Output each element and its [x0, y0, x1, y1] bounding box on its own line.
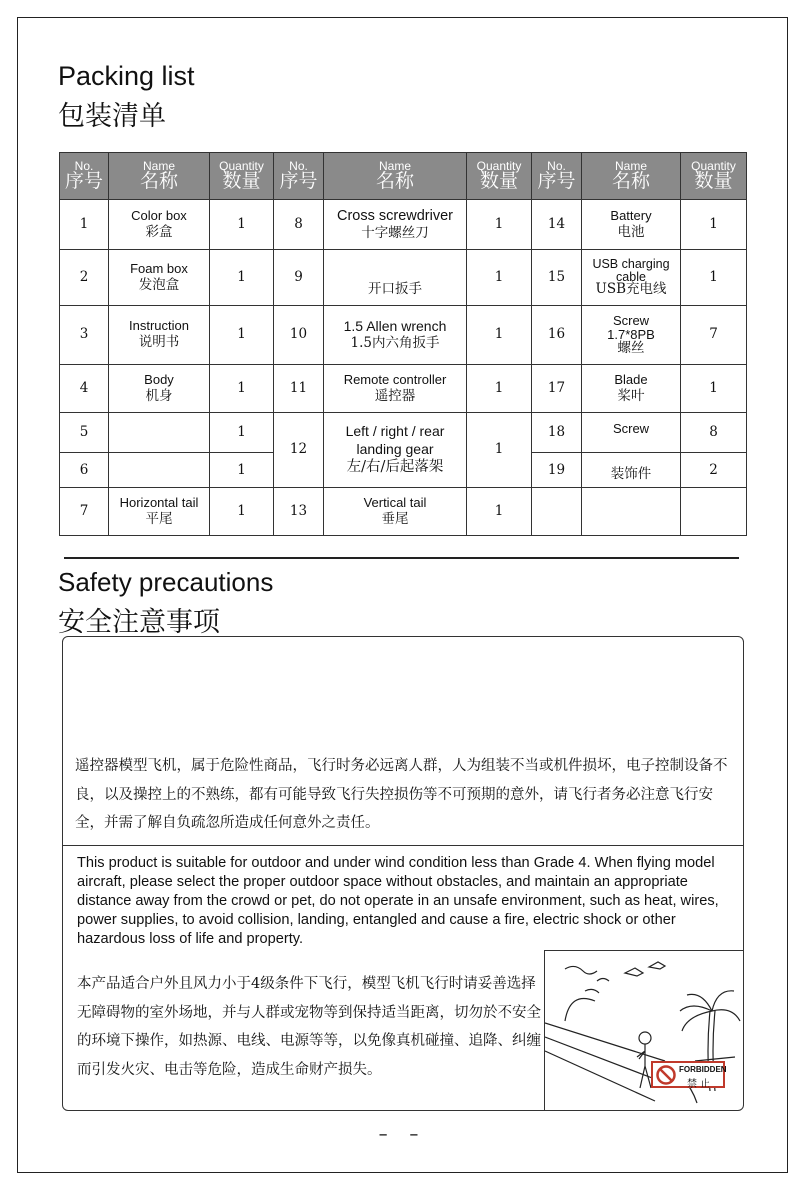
item-qty: 1 — [681, 364, 747, 412]
item-no: 7 — [60, 488, 109, 536]
item-qty: 1 — [681, 250, 747, 305]
item-name: Vertical tail 垂尾 — [324, 488, 467, 536]
item-qty: 1 — [210, 488, 274, 536]
item-name: Remote controller 遥控器 — [324, 364, 467, 412]
item-no: 9 — [274, 250, 324, 305]
item-name: Left / right / rear landing gear 左/右/后起落架 — [324, 412, 467, 488]
item-no: 13 — [274, 488, 324, 536]
table-header-row — [60, 153, 747, 200]
forbidden-label-zh: 禁 止 — [687, 1079, 711, 1090]
item-no: 5 — [60, 412, 109, 453]
item-qty: 1 — [681, 200, 747, 250]
item-qty: 1 — [467, 412, 532, 488]
item-name — [109, 412, 210, 453]
item-name: Body 机身 — [109, 364, 210, 412]
item-no: 1 — [60, 200, 109, 250]
header-no: No. 序号 — [60, 153, 109, 200]
header-name: Name 名称 — [109, 153, 210, 200]
item-no: 11 — [274, 364, 324, 412]
item-no: 14 — [532, 200, 582, 250]
table-row — [60, 200, 747, 250]
item-no: 16 — [532, 305, 582, 364]
item-name: 1.5 Allen wrench 1.5内六角扳手 — [324, 305, 467, 364]
item-no: 6 — [60, 453, 109, 488]
item-qty: 1 — [467, 364, 532, 412]
item-qty: 1 — [210, 250, 274, 305]
item-name: Horizontal tail 平尾 — [109, 488, 210, 536]
forbidden-label-en: FORBIDDEN — [679, 1065, 727, 1074]
packing-table — [59, 152, 747, 536]
item-no: 18 — [532, 412, 582, 453]
item-name: Color box 彩盒 — [109, 200, 210, 250]
item-qty: 1 — [467, 488, 532, 536]
item-name: Foam box 发泡盒 — [109, 250, 210, 305]
header-name: Name 名称 — [324, 153, 467, 200]
header-quantity: Quantity 数量 — [210, 153, 274, 200]
item-qty: 2 — [681, 453, 747, 488]
item-no: 8 — [274, 200, 324, 250]
item-qty: 1 — [210, 305, 274, 364]
item-qty: 8 — [681, 412, 747, 453]
item-no: 19 — [532, 453, 582, 488]
item-qty: 1 — [210, 412, 274, 453]
item-name: 开口扳手 — [324, 250, 467, 305]
prohibited-icon — [655, 1064, 677, 1086]
table-row — [60, 364, 747, 412]
item-no: 2 — [60, 250, 109, 305]
inner-divider — [63, 845, 743, 846]
item-name: Instruction 说明书 — [109, 305, 210, 364]
item-qty: 1 — [467, 200, 532, 250]
item-qty: 1 — [210, 364, 274, 412]
item-no: 10 — [274, 305, 324, 364]
item-name: Screw 1.7*8PB 螺丝 — [582, 305, 681, 364]
item-qty: 7 — [681, 305, 747, 364]
empty-cell — [681, 488, 747, 536]
page-number: – – — [378, 1124, 427, 1145]
item-name — [109, 453, 210, 488]
packing-title-zh: 包装清单 — [58, 101, 166, 132]
safety-notice-zh: 遥控器模型飞机，属于危险性商品，飞行时务必远离人群，人为组装不当或机件损坏，电子控制设备不良，以及操控上的不熟练，都有可能导致飞行失控损伤等不可预期的意外，请飞行者务必注意飞行安全，并需了解自负疏忽所造成任何意外之责任。 — [75, 758, 728, 831]
item-no: 15 — [532, 250, 582, 305]
table-row — [60, 412, 747, 453]
table-row — [60, 250, 747, 305]
item-no: 12 — [274, 412, 324, 488]
item-qty: 1 — [467, 305, 532, 364]
item-name: Screw — [582, 412, 681, 453]
empty-cell — [532, 488, 582, 536]
safety-notice-zh-2: 本产品适合户外且风力小于4级条件下飞行，模型飞机飞行时请妥善选择无障碍物的室外场地，并与人群或宠物等到保持适当距离，切勿於不安全的环境下操作，如热源、电线、电源等等，以免像真机碰撞、追降、纠缠而引发火灾、电击等危险，造成生命财产损失。 — [77, 976, 541, 1078]
section-divider — [64, 557, 739, 559]
header-quantity: Quantity 数量 — [467, 153, 532, 200]
packing-title-en: Packing list — [58, 61, 195, 91]
item-qty: 1 — [210, 453, 274, 488]
item-name: Cross screwdriver 十字螺丝刀 — [324, 200, 467, 250]
header-no: No. 序号 — [274, 153, 324, 200]
item-name: Blade 桨叶 — [582, 364, 681, 412]
empty-cell — [582, 488, 681, 536]
item-name: 装饰件 — [582, 453, 681, 488]
item-name: USB charging cable USB充电线 — [582, 250, 681, 305]
item-qty: 1 — [467, 250, 532, 305]
safety-title-zh: 安全注意事项 — [58, 607, 220, 638]
item-name: Battery 电池 — [582, 200, 681, 250]
header-no: No. 序号 — [532, 153, 582, 200]
item-no: 3 — [60, 305, 109, 364]
item-qty: 1 — [210, 200, 274, 250]
item-no: 4 — [60, 364, 109, 412]
table-row — [60, 488, 747, 536]
safety-notice-en: This product is suitable for outdoor and under wind condition less than Grade 4. When flying model aircraft, please select the proper outdoor space without obstacles, and maintain an appropriate distance away from the crowd or pet, do not operate in an unsafe environment, such as heat, wires, power supplies, to avoid collision, landing, entangled and cause a fire, electric shock or other hazardous loss of life and property. — [77, 855, 719, 947]
header-quantity: Quantity 数量 — [681, 153, 747, 200]
table-row — [60, 305, 747, 364]
item-no: 17 — [532, 364, 582, 412]
header-name: Name 名称 — [582, 153, 681, 200]
safety-title-en: Safety precautions — [58, 567, 274, 597]
forbidden-badge — [651, 1061, 725, 1088]
